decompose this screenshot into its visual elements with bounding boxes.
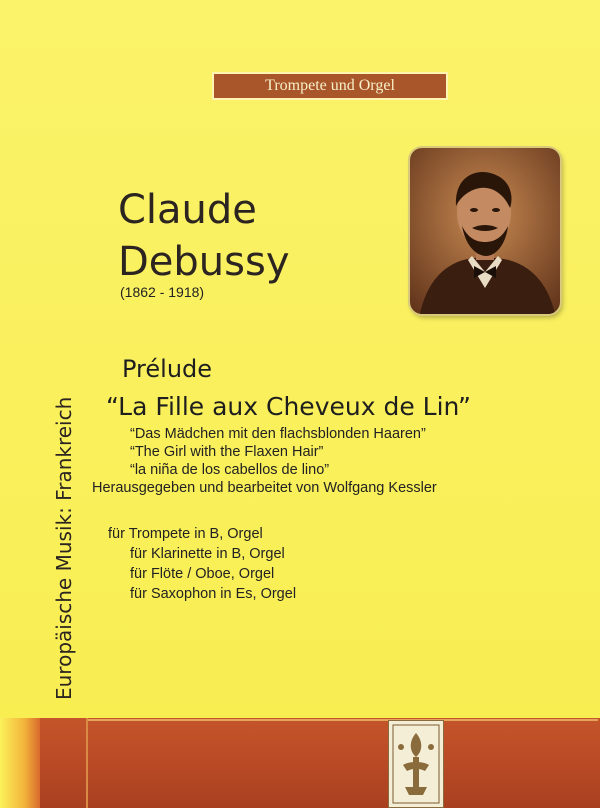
instrumentation-item: für Klarinette in B, Orgel	[130, 546, 285, 562]
title-translation-spanish: “la niña de los cabellos de lino”	[130, 462, 330, 478]
series-spine-label: Europäische Musik: Frankreich	[52, 396, 76, 700]
publisher-emblem	[388, 720, 444, 808]
composer-last-name: Debussy	[118, 239, 290, 285]
editor-credit: Herausgegeben und bearbeitet von Wolfgang Kessler	[92, 480, 437, 496]
work-genre: Prélude	[122, 355, 213, 383]
composer-dates: (1862 - 1918)	[120, 284, 205, 300]
bottom-band-fade	[0, 718, 40, 808]
band-divider	[86, 718, 88, 808]
work-title: “La Fille aux Cheveux de Lin”	[106, 392, 471, 421]
instrumentation-banner	[212, 72, 448, 100]
banner-label: Trompete und Orgel	[265, 77, 395, 94]
band-highlight-line	[88, 719, 598, 721]
composer-name	[118, 184, 290, 288]
instrumentation-item: für Saxophon in Es, Orgel	[130, 586, 297, 602]
instrumentation-item: für Trompete in B, Orgel	[108, 526, 263, 542]
title-translation-english: “The Girl with the Flaxen Hair”	[130, 444, 324, 460]
instrumentation-item: für Flöte / Oboe, Orgel	[130, 566, 275, 582]
composer-portrait	[410, 148, 560, 314]
title-translation-german: “Das Mädchen mit den flachsblonden Haaren”	[130, 426, 426, 442]
bottom-color-band	[40, 718, 600, 808]
composer-first-name: Claude	[118, 187, 257, 233]
